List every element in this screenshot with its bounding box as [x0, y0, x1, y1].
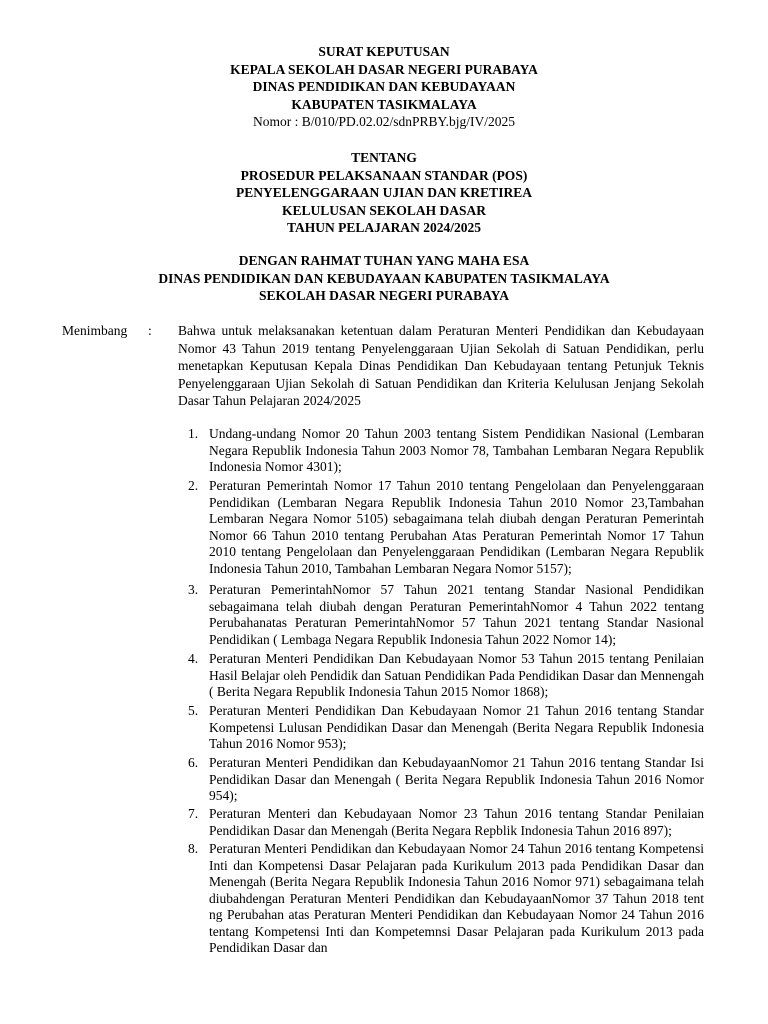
list-item-text: Peraturan Pemerintah Nomor 17 Tahun 2010 tentang Pengelolaan dan Penyelenggaraan Pendidikan (Lembaran Negara Republik Indonesia Tahun 2010 Nomor 23,Tambahan Lembaran Negara Nomor 5105) sebagaimana telah diubah dengan Peraturan Pemerintah Nomor 66 Tahun 2010 tentang Perubahan Atas Peraturan Pemerintah Nomor 17 Tahun 2010 tentang Pengelolaan dan Penyelenggaraan Pendidikan (Lembaran Negara Republik Indonesia Tahun 2010, Tambahan Lembaran Negara Nomor 5157); [209, 478, 704, 576]
list-item-text: Peraturan Menteri Pendidikan Dan Kebudayaan Nomor 53 Tahun 2015 tentang Penilaian Hasil Belajar oleh Pendidik dan Satuan Pendidikan Pada Pendidikan Dasar dan Mennengah ( Berita Negara Republik Indonesia Tahun 2015 Nomor 1868); [209, 651, 704, 699]
title-line-4: KABUPATEN TASIKMALAYA [291, 96, 477, 112]
list-item-number: 2. [188, 478, 199, 493]
list-item-number: 8. [188, 841, 199, 856]
title-line-2: KEPALA SEKOLAH DASAR NEGERI PURABAYA [230, 61, 538, 77]
subject-block [0, 149, 768, 237]
list-item-text: Peraturan Menteri dan Kebudayaan Nomor 23 Tahun 2016 tentang Standar Penilaian Pendidikan Dasar dan Menengah (Berita Negara Repblik Indonesia Tahun 2016 897); [209, 806, 704, 838]
list-item-text: Peraturan Menteri Pendidikan Dan Kebudayaan Nomor 21 Tahun 2016 tentang Standar Kompetensi Lulusan Pendidikan Dasar dan Menengah (Berita Negara Republik Indonesia Tahun 2016 Nomor 953); [209, 703, 704, 751]
subject-line-4: KELULUSAN SEKOLAH DASAR [281, 202, 487, 218]
list-item-text: Peraturan Menteri Pendidikan dan KebudayaanNomor 21 Tahun 2016 tentang Standar Isi Pendidikan Dasar dan Menengah ( Berita Negara Republik Indonesia Tahun 2016 Nomor 954); [209, 755, 704, 803]
subject-line-3: PENYELENGGARAAN UJIAN DAN KRETIREA [236, 185, 532, 200]
menimbang-paragraph: Bahwa untuk melaksanakan ketentuan dalam Peraturan Menteri Pendidikan dan Kebudayaan Nomor 43 Tahun 2019 tentang Penyelenggaraan Ujian Sekolah di Satuan Pendidikan, perlu menetapkan Keputusan Kepala Dinas Pendidikan Dan Kebudayaan tentang Petunjuk Teknis Penyelenggaraan Ujian Sekolah di Satuan Pendidikan dan Kriteria Kelulusan Jenjang Sekolah Dasar Tahun Pelajaran 2024/2025 [178, 323, 704, 408]
title-block [0, 43, 768, 131]
menimbang-colon: : [148, 323, 152, 338]
list-item-number: 7. [188, 806, 199, 821]
subject-line-5: TAHUN PELAJARAN 2024/2025 [286, 220, 481, 235]
authority-block [0, 252, 768, 305]
list-item-number: 3. [188, 582, 199, 597]
list-item-number: 1. [188, 426, 199, 441]
list-item-number: 6. [188, 755, 199, 770]
list-item-number: 5. [188, 703, 199, 718]
document-number: Nomor : B/010/PD.02.02/sdnPRBY.bjg/IV/2025 [253, 114, 515, 129]
list-item-number: 4. [188, 651, 199, 666]
title-line-1: SURAT KEPUTUSAN [318, 44, 450, 59]
authority-line-3: SEKOLAH DASAR NEGERI PURABAYA [259, 288, 509, 303]
authority-line-2: DINAS PENDIDIKAN DAN KEBUDAYAAN KABUPATEN TASIKMALAYA [158, 270, 610, 286]
list-item-text: Undang-undang Nomor 20 Tahun 2003 tentang Sistem Pendidikan Nasional (Lembaran Negara Republik Indonesia Tahun 2003 Nomor 78, Tambahan Lembaran Negara Republik Indonesia Nomor 4301); [209, 426, 704, 474]
list-item-text: Peraturan Menteri Pendidikan dan Kebudayaan Nomor 24 Tahun 2016 tentang Kompetensi Inti dan Kompetensi Dasar Pelajaran pada Kurikulum 2013 pada Pendidikan Dasar dan Menengah (Berita Negara Republik Indonesia Tahun 2016 Nomor 971) sebagaimana telah diubahdengan Peraturan Menteri Pendidikan dan KebudayaanNomor 37 Tahun 2018 tent ng Perubahan atas Peraturan Menteri Pendidikan dan Kebudayaan Nomor 24 Tahun 2016 tentang Kompetensi Inti dan Kompetemnsi Dasar Pelajaran pada Kurikulum 2013 pada Pendidikan Dasar dan [209, 841, 704, 955]
subject-line-2: PROSEDUR PELAKSANAAN STANDAR (POS) [240, 167, 528, 183]
subject-line-1: TENTANG [351, 150, 417, 165]
menimbang-label: Menimbang [62, 323, 128, 338]
authority-line-1: DENGAN RAHMAT TUHAN YANG MAHA ESA [238, 253, 530, 268]
list-item-text: Peraturan PemerintahNomor 57 Tahun 2021 tentang Standar Nasional Pendidikan sebagaimana telah diubah dengan Peraturan PemerintahNomor 4 Tahun 2022 tentang Perubahanatas Peraturan PemerintahNomor 57 Tahun 2021 tentang Standar Nasional Pendidikan ( Lembaga Negara Republik Indonesia Tahun 2022 Nomor 14); [209, 582, 704, 647]
title-line-3: DINAS PENDIDIKAN DAN KEBUDAYAAN [252, 79, 516, 94]
